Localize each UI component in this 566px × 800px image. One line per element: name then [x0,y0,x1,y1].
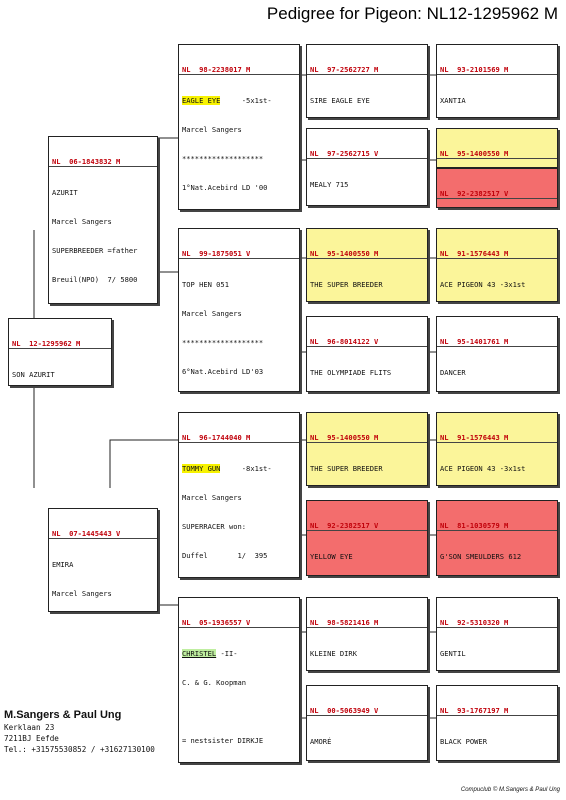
ring-number: NL 92-2382517 V [437,189,557,199]
name-suffix: -5x1st- [220,95,272,105]
card-line: THE SUPER BREEDER [310,279,383,289]
card-line: Marcel Sangers [182,308,242,318]
card-line: Marcel Sangers [182,124,242,134]
ring-number: NL 96-8014122 V [307,337,427,347]
card-line: AMORÉ [310,736,332,746]
card-line: BLACK POWER [440,736,487,746]
card-line: AZURIT [52,187,78,197]
card-line: ******************* [182,153,264,163]
breeder-name: M.Sangers & Paul Ung [4,709,122,721]
card-line: THE OLYMPIADE FLITS [310,367,392,377]
pigeon-card-gen4-pair-6[interactable] [436,500,558,576]
card-line: Marcel Sangers [52,588,112,598]
ring-number: NL 92-5310320 M [437,618,557,628]
pigeon-card-dsd[interactable] [306,500,428,576]
card-line: SUPERBREEDER =father [52,245,138,255]
pigeon-card-gen4-g2a[interactable] [436,128,558,168]
ring-number: NL 81-1030579 M [437,521,557,531]
card-line: 1°Nat.Acebird LD '00 [182,182,268,192]
ring-number: NL 06-1843832 M [49,157,157,167]
card-line: 6°Nat.Acebird LD'03 [182,366,264,376]
card-line: Marcel Sangers [182,492,242,502]
card-line: YELLOW EYE [310,551,353,561]
ring-number: NL 95-1400550 M [307,249,427,259]
card-line: Breuil(NPO) 7/ 5800 [52,274,138,284]
card-line: DANCER [440,367,466,377]
pigeon-name: TOMMY GUN [182,463,221,473]
ring-number: NL 97-2562727 M [307,65,427,75]
ring-number: NL 91-1576443 M [437,433,557,443]
card-line: TOP HEN 051 [182,279,229,289]
ring-number: NL 98-2238017 M [179,65,299,75]
credit-line: Compuclub © M.Sangers & Paul Ung [460,787,560,793]
ring-number: NL 91-1576443 M [437,249,557,259]
pigeon-card-dss[interactable] [306,412,428,486]
pigeon-name: EAGLE EYE [182,95,221,105]
card-line: ******************* [182,337,264,347]
page-title: Pedigree for Pigeon: NL12-1295962 M [266,4,558,23]
card-line: Marcel Sangers [52,216,112,226]
ring-number: NL 96-1744040 M [179,433,299,443]
pigeon-name: SON AZURIT [12,369,55,379]
card-line: MEALY 715 [310,179,349,189]
pigeon-card-sire-dam[interactable] [178,228,300,392]
ring-number: NL 93-1767197 M [437,706,557,716]
pigeon-card-dam[interactable] [48,508,158,612]
pigeon-card-subject[interactable] [8,318,112,386]
ring-number: NL 05-1936557 V [179,618,299,628]
ring-number: NL 92-2382517 V [307,521,427,531]
pigeon-card-ssd[interactable] [306,128,428,206]
ring-number: NL 98-5821416 M [307,618,427,628]
pigeon-card-gen4-pair-1[interactable] [436,44,558,118]
card-line: G'SON SMEULDERS 612 [440,551,522,561]
pigeon-card-gen4-pair-7[interactable] [436,597,558,671]
breeder-address: Kerklaan 23 [4,723,55,732]
name-suffix: -8x1st- [220,463,272,473]
pigeon-card-gen4-pair-3[interactable] [436,228,558,302]
pigeon-card-ddd[interactable] [306,685,428,761]
pigeon-card-sds[interactable] [306,228,428,302]
pigeon-card-sire-sire[interactable] [178,44,300,210]
pigeon-card-dds[interactable] [306,597,428,671]
pigeon-card-dam-sire[interactable] [178,412,300,578]
card-line: ACE PIGEON 43 -3x1st [440,279,526,289]
card-line: GENTIL [440,648,466,658]
ring-number: NL 93-2101569 M [437,65,557,75]
card-line: THE SUPER BREEDER [310,463,383,473]
card-line [182,707,296,717]
breeder-info [4,708,155,755]
ring-number: NL 95-1401761 M [437,337,557,347]
card-line: SIRE EAGLE EYE [310,95,370,105]
ring-number: NL 99-1875051 V [179,249,299,259]
card-line: = nestsister DIRKJE [182,735,264,745]
pigeon-card-sire[interactable] [48,136,158,304]
ring-number: NL 00-5063949 V [307,706,427,716]
ring-number: NL 95-1400550 M [437,149,557,159]
card-line: SUPERRACER won: [182,521,247,531]
pigeon-card-gen4-g2b[interactable] [436,168,558,208]
pigeon-card-dam-dam[interactable] [178,597,300,763]
card-line: ACE PIGEON 43 -3x1st [440,463,526,473]
ring-number: NL 95-1400550 M [307,433,427,443]
pigeon-name: CHRISTEL [182,648,217,658]
ring-number: NL 97-2562715 V [307,149,427,159]
breeder-city: 7211BJ Eefde [4,734,59,743]
breeder-phone: Tel.: +31575530852 / +31627130100 [4,745,155,754]
pigeon-card-gen4-pair-5[interactable] [436,412,558,486]
card-line: KLEINE DIRK [310,648,357,658]
name-suffix: -II- [216,648,238,658]
card-line: EMIRA [52,559,74,569]
card-line: XANTIA [440,95,466,105]
ring-number: NL 12-1295962 M [9,339,111,349]
pigeon-card-sss[interactable] [306,44,428,118]
pigeon-card-gen4-pair-8[interactable] [436,685,558,761]
pigeon-card-gen4-pair-4[interactable] [436,316,558,392]
card-line: Duffel 1/ 395 [182,550,268,560]
card-line: C. & G. Koopman [182,677,247,687]
ring-number: NL 07-1445443 V [49,529,157,539]
pigeon-card-sdd[interactable] [306,316,428,392]
